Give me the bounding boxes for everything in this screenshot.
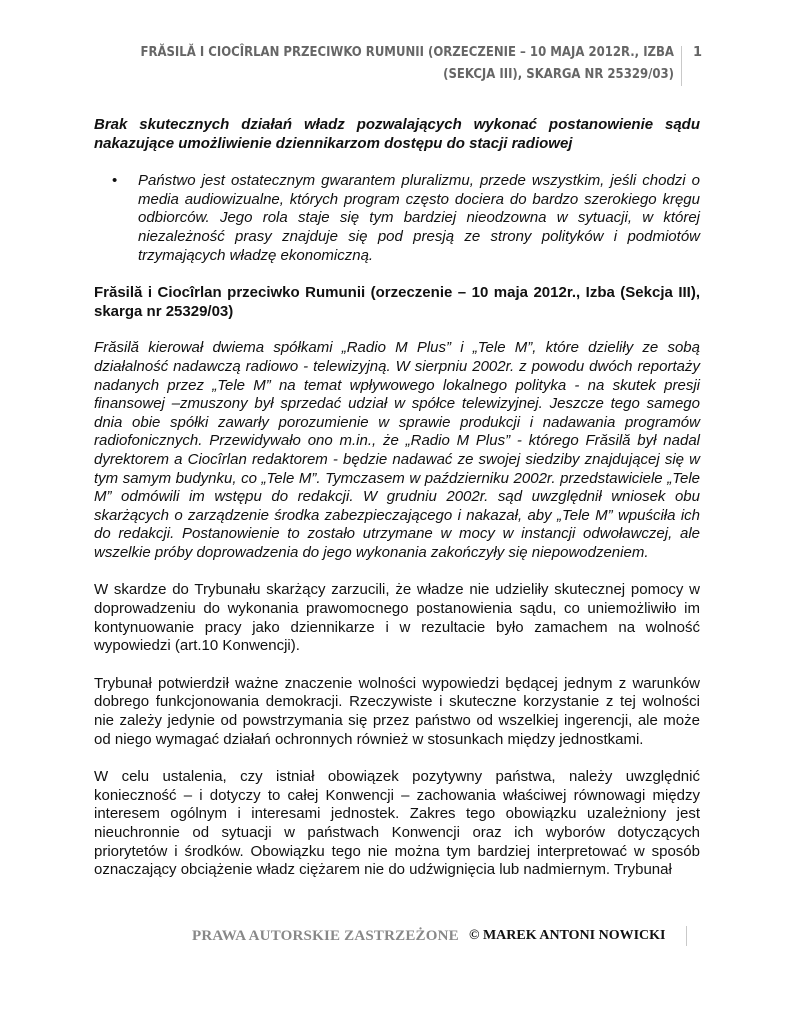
- facts-paragraph: Frăsilă kierował dwiema spółkami „Radio M Plus” i „Tele M”, które dzieliły ze sobą działalność nadawczą radiowo - telewizyjną. W sierpniu 2002r. z powodu dwóch reportaży nadanych przez „Tele M” na temat wpływowego lokalnego polityka - na skutek presji finansowej –zmuszony był sprzedać udział w spółce telewizyjnej. Jeszcze tego samego dnia obie spółki zawarły porozumienie w sprawie produkcji i nadawania programów radiofonicznych. Przewidywało ono m.in., że „Radio M Plus” - którego Frăsilă był nadal dyrektorem a Ciocîrlan redaktorem - będzie nadawać ze swojej siedziby znajdującej się w tym samym budynku, co „Tele M”. Tymczasem w październiku 2002r. przedstawiciele „Tele M” odmówili im wstępu do redakcji. W grudniu 2002r. sąd uwzględnił wniosek obu skarżących o zarządzenie środka zabezpieczającego i nakazał, aby „Tele M” wpuściła ich do redakcji. Postanowienie to zostało utrzymane w mocy w instancji odwoławczej, ale wszelkie próby doprowadzenia do jego wykonania zakończyły się niepowodzeniem.: [94, 339, 700, 561]
- header-divider: [681, 46, 682, 86]
- court-paragraph: Trybunał potwierdził ważne znaczenie wolności wypowiedzi będącej jednym z warunków dobrego funkcjonowania demokracji. Rzeczywiste i skuteczne korzystanie z tej wolności nie zależy jedynie od powstrzymania się przez państwo od wszelkiej ingerencji, ale może od niego wymagać działań ochronnych również w stosunkach między jednostkami.: [94, 674, 700, 748]
- section-heading: Brak skutecznych działań władz pozwalających wykonać postanowienie sądu nakazujące umożliwienie dziennikarzom dostępu do stacji radiowej: [94, 116, 700, 152]
- obligation-paragraph: W celu ustalenia, czy istniał obowiązek pozytywny państwa, należy uwzględnić konieczność – i dotyczy to całej Konwencji – zachowania właściwej równowagi między interesem ogólnym i interesami jednostek. Zakres tego obowiązku uzależniony jest nieuchronnie od sytuacji w państwach Konwencji oraz ich wyborów dotyczących priorytetów i środków. Obowiązku tego nie można tym bardziej interpretować w sposób oznaczający obciążenie władz ciężarem nie do udźwignięcia lub nadmiernym. Trybunał: [94, 768, 700, 879]
- document-body: [94, 116, 700, 880]
- case-heading: Frăsilă i Ciocîrlan przeciwko Rumunii (orzeczenie – 10 maja 2012r., Izba (Sekcja III), skarga nr 25329/03): [94, 284, 700, 320]
- bullet-item: [94, 172, 700, 265]
- page-number: 1: [692, 45, 702, 60]
- copyright-notice: PRAWA AUTORSKIE ZASTRZEŻONE: [192, 928, 459, 944]
- complaint-paragraph: W skardze do Trybunału skarżący zarzucili, że władze nie udzieliły skutecznej pomocy w doprowadzeniu do wykonania prawomocnego postanowienia sądu, co uniemożliwiło im kontynuowanie pracy jako dziennikarze i w rezultacie było zamachem na wolność wypowiedzi (art.10 Konwencji).: [94, 581, 700, 655]
- bullet-text: Państwo jest ostatecznym gwarantem pluralizmu, przede wszystkim, jeśli chodzi o media audiowizualne, których program często dociera do bardzo szerokiego kręgu odbiorców. Jego rola staje się tym bardziej nieodzowna w sytuacji, w której niezależność prasy znajduje się pod presją ze strony polityków i podmiotów trzymających władzę ekonomiczną.: [138, 172, 700, 264]
- page-header: [90, 42, 702, 92]
- bullet-icon: •: [112, 172, 118, 190]
- footer-divider: [686, 926, 687, 946]
- header-title: FRĂSILĂ I CIOCÎRLAN PRZECIWKO RUMUNII (ORZECZENIE – 10 MAJA 2012R., IZBA (SEKCJA III), SKARGA NR 25329/03): [140, 45, 674, 82]
- copyright-author: © MAREK ANTONI NOWICKI: [469, 928, 666, 943]
- page-footer: [192, 926, 692, 948]
